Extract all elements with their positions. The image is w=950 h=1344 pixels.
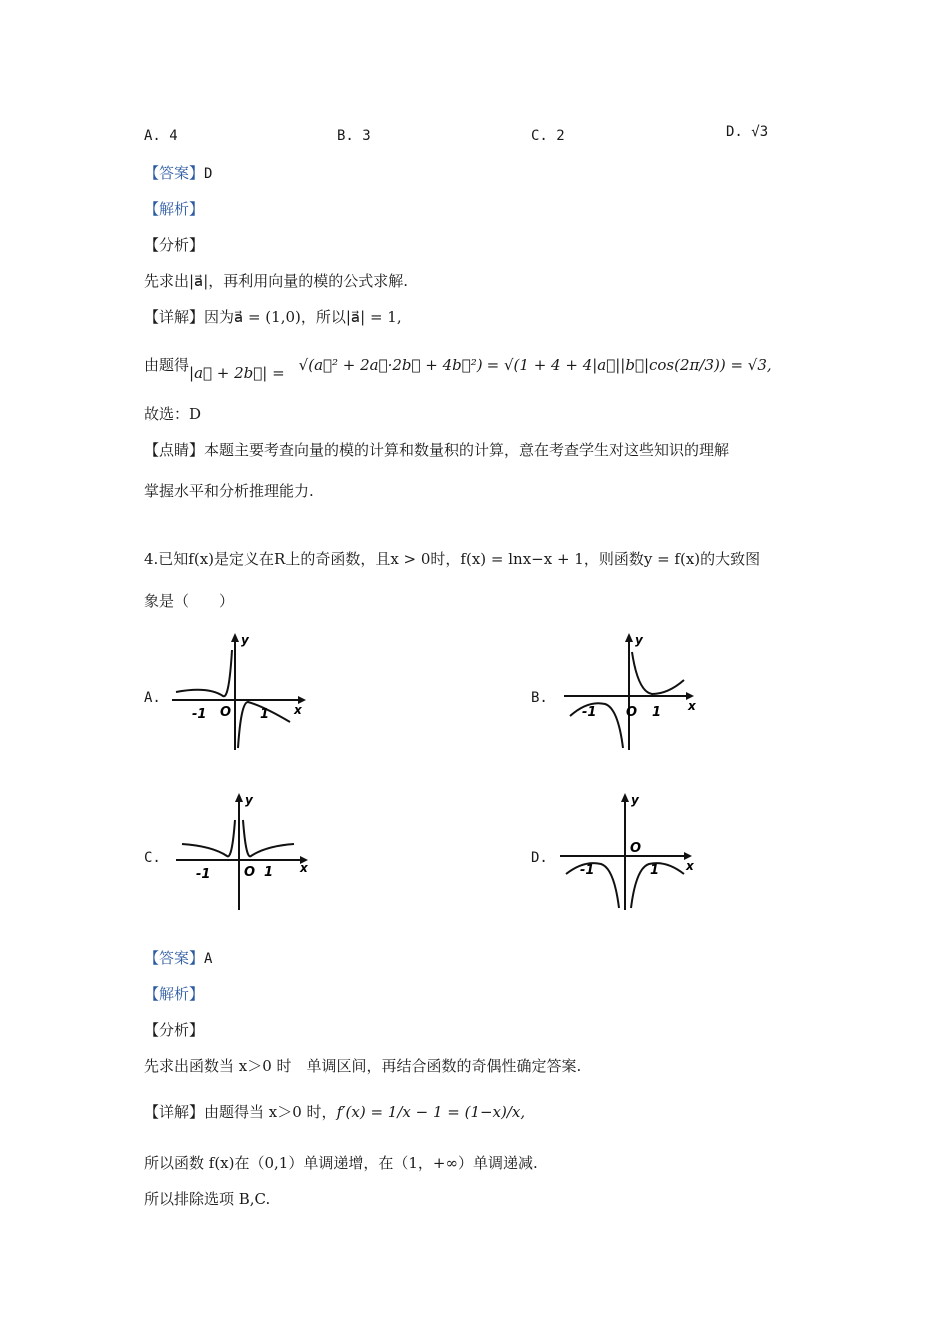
q4-answer-tag: 【答案】 <box>144 949 205 967</box>
derive-lhs: |a⃗ + 2b⃗| = <box>189 364 285 382</box>
axis-x-label: x <box>300 861 308 875</box>
q4-answer-value: A <box>204 951 213 967</box>
tick-zero: O <box>626 705 638 720</box>
option-d: D. √3 <box>726 124 769 140</box>
q4-analysis-tag: 【解析】 <box>144 985 205 1003</box>
derive-prefix: 由题得 <box>144 356 190 374</box>
derive-rhs1: √(a⃗² + 2a⃗·2b⃗ + 4b⃗²) <box>298 356 483 374</box>
tick-zero: O <box>220 705 232 720</box>
derive-rhs2: = √(1 + 4 + 4|a⃗||b⃗|cos(2π/3)) = √3, <box>486 356 772 374</box>
comment-line-2: 掌握水平和分析推理能力. <box>144 482 314 500</box>
tick-zero: O <box>244 865 256 880</box>
fenxi-text: 先求出|a⃗|，再利用向量的模的公式求解. <box>144 272 409 290</box>
answer-line <box>144 163 212 184</box>
graph-label-d: D. <box>531 850 548 866</box>
answer-tag: 【答案】 <box>144 164 205 182</box>
graph-a <box>168 630 308 752</box>
tick-neg: -1 <box>580 863 595 878</box>
answer-value: D <box>204 166 213 182</box>
comment-text-1: 本题主要考查向量的模的计算和数量积的计算，意在考查学生对这些知识的理解 <box>204 441 730 459</box>
graph-label-b: B. <box>531 690 548 706</box>
tick-neg: -1 <box>196 867 211 882</box>
axis-y-label: y <box>241 633 249 647</box>
graph-d <box>556 790 696 912</box>
detail-tag: 【详解】 <box>144 308 205 326</box>
detail-line <box>144 307 402 327</box>
derive-line <box>144 355 772 382</box>
axis-x-label: x <box>686 859 694 873</box>
tick-neg: -1 <box>192 707 207 722</box>
tick-zero: O <box>630 841 642 856</box>
q4-exclude-text: 所以排除选项 B,C. <box>144 1190 271 1208</box>
q4-detail-formula: f′(x) = 1/x − 1 = (1−x)/x, <box>336 1103 526 1121</box>
q4-mono-text: 所以函数 f(x)在（0,1）单调递增，在（1，+∞）单调递减. <box>144 1154 538 1172</box>
tick-pos: 1 <box>650 863 660 878</box>
q4-stem-line-1: 4.已知f(x)是定义在R上的奇函数，且x > 0时，f(x) = lnx−x + 1，则函数y = f(x)的大致图 <box>144 550 761 568</box>
graph-label-a: A. <box>144 690 161 706</box>
comment-line-1 <box>144 440 729 460</box>
comment-tag: 【点睛】 <box>144 441 205 459</box>
graph-c <box>172 790 312 912</box>
axis-y-label: y <box>635 633 643 647</box>
option-b: B. 3 <box>337 128 371 144</box>
tick-neg: -1 <box>582 705 597 720</box>
analysis-tag: 【解析】 <box>144 200 205 218</box>
option-c: C. 2 <box>531 128 565 144</box>
graph-label-c: C. <box>144 850 161 866</box>
q4-fenxi-text: 先求出函数当 x＞0 时 单调区间，再结合函数的奇偶性确定答案. <box>144 1057 582 1075</box>
tick-pos: 1 <box>264 865 274 880</box>
detail-text: 因为a⃗ = (1,0)，所以|a⃗| = 1, <box>204 308 402 326</box>
q4-detail-line <box>144 1102 525 1122</box>
q4-detail-tag: 【详解】 <box>144 1103 205 1121</box>
q4-stem-line-2: 象是（ ） <box>144 592 235 610</box>
fenxi-tag: 【分析】 <box>144 236 205 254</box>
axis-x-label: x <box>294 703 302 717</box>
q4-detail-prefix: 由题得当 x＞0 时， <box>204 1103 337 1121</box>
tick-pos: 1 <box>652 705 662 720</box>
tick-pos: 1 <box>260 707 270 722</box>
q4-answer-line <box>144 948 212 969</box>
axis-y-label: y <box>631 793 639 807</box>
graph-b <box>560 630 700 752</box>
q4-fenxi-tag: 【分析】 <box>144 1021 205 1039</box>
choose-line: 故选：D <box>144 405 202 423</box>
option-a: A. 4 <box>144 128 178 144</box>
axis-x-label: x <box>688 699 696 713</box>
axis-y-label: y <box>245 793 253 807</box>
